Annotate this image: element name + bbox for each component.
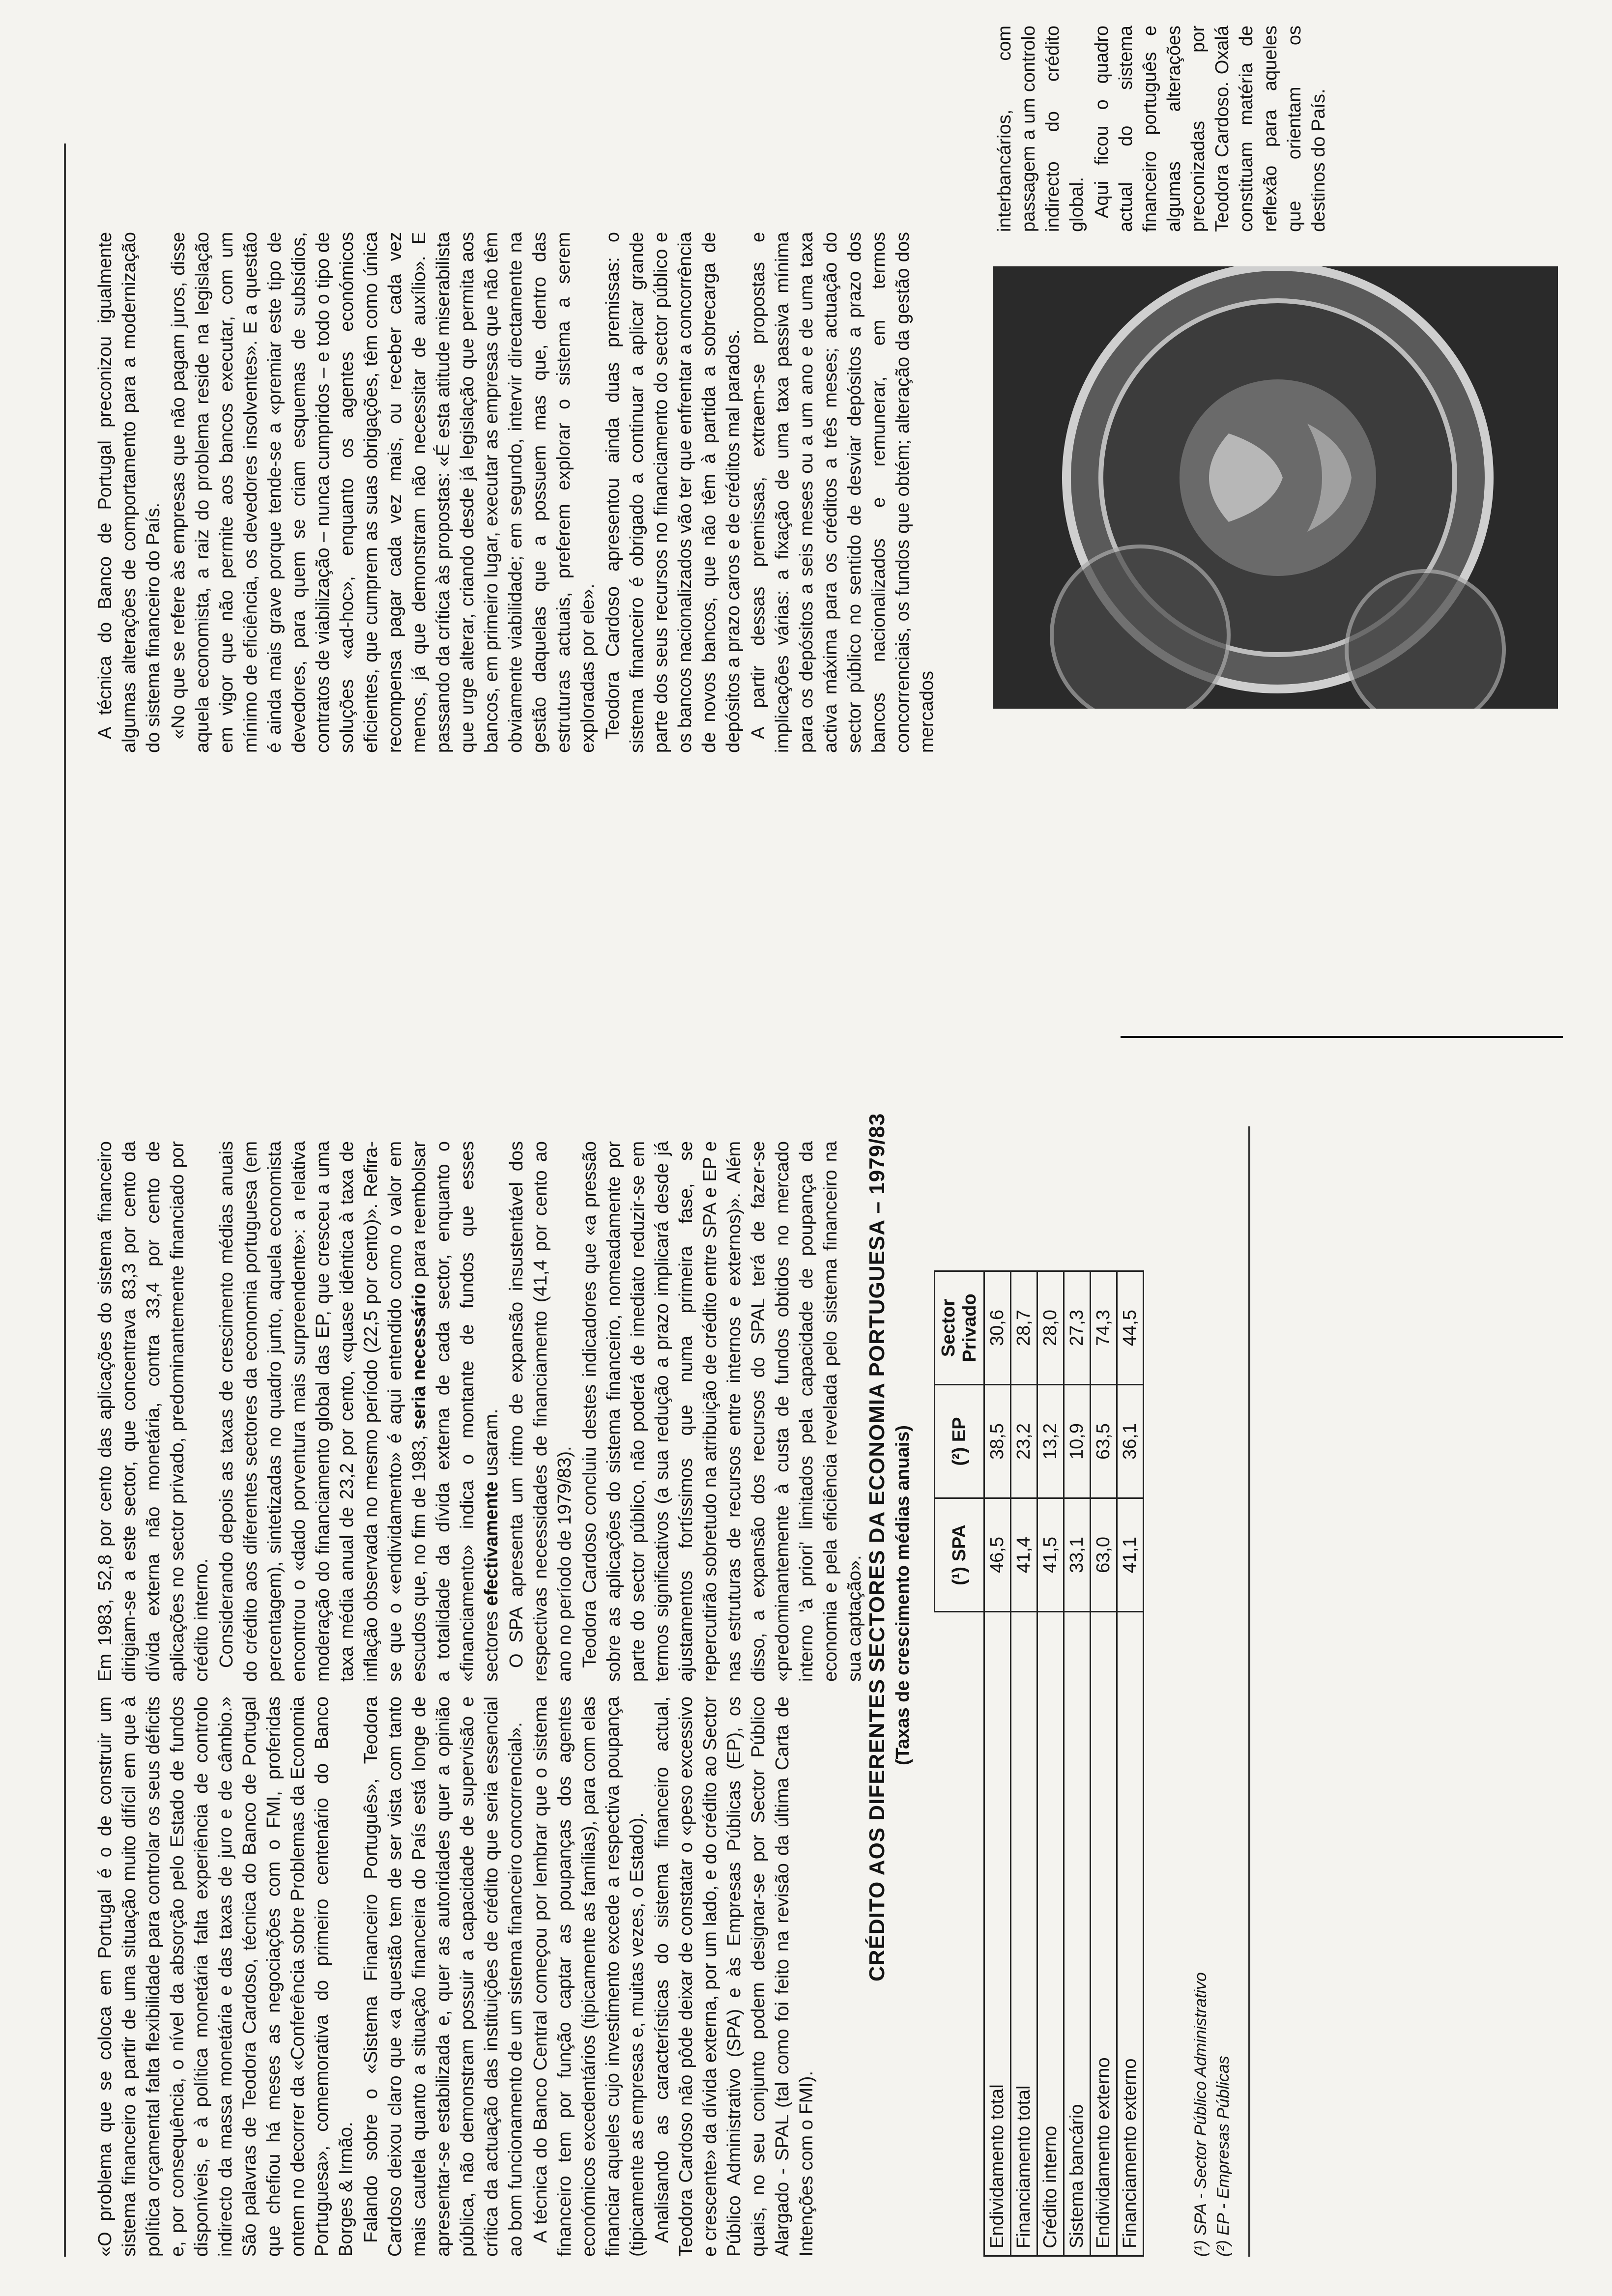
cell-ep: 13,2 xyxy=(1037,1385,1064,1498)
paragraph: «No que se refere às empresas que não pagam juros, disse aquela economista, a raiz do problema reside na legislação em vigor que não permite aos bancos executar, com um mínimo de eficiência, os devedores insolventes». E a questão é ainda mais grave porque tende-se a «premiar este tipo de devedores, para quem se criam esquemas de subsídios, contratos de viabilização – nunca cumpridos – e todo o tipo de soluções «ad-hoc», enquanto os agentes económicos eficientes, que cumprem as suas obrigações, têm como única recompensa pagar cada vez mais, ou receber cada vez menos, já que demonstram não necessitar de auxílio». E passando da crítica às propostas: «É esta atitude miserabilista que urge alterar, criando desde já legislação que permita aos bancos, em primeiro lugar, executar as empresas que não têm obviamente viabilidade; em segundo, intervir directamente na gestão daquelas que a possuem mas que, dentro das estruturas actuais, preferem explorar o sistema a serem exploradas por ele». xyxy=(168,232,598,753)
seal-image xyxy=(993,266,1558,709)
text-run: usaram. xyxy=(481,1408,502,1476)
row-label: Crédito interno xyxy=(1037,1612,1064,2256)
table-corner xyxy=(935,1612,984,2256)
text-run: Considerando depois as taxas de crescimento médias anuais do crédito aos diferentes sectores da economia portuguesa (em percentagem), sintetizadas no quadro junto, aquela economista encontrou o «dado porventura mais surpreendente»: a relativa moderação do financiamento global das EP, que cresceu a uma taxa média anual de 23,2 por cento, «quase idêntica à taxa de inflação observada no mesmo período (22,5 por cento)». Refira-se que o «endividamento» é aqui entendido como o valor em escudos que, no fim de 1983, xyxy=(216,1141,430,1682)
paragraph xyxy=(215,1141,504,1682)
paragraph: Aqui ficou o quadro actual do sistema financeiro português e algumas alterações preconizadas por Teodora Cardoso. Oxalá constituam matéria de reflexão para aqueles que orientam os destinos do País. xyxy=(1092,26,1329,232)
paragraph: Analisando as características do sistema financeiro actual, Teodora Cardoso não pôde deixar de constatar o «peso excessivo e crescente» da dívida externa, por um lado, e do crédito ao Sector Público Administrativo (SPA) e às Empresas Públicas (EP), os quais, no seu conjunto podem designar-se por Sector Público Alargado - SPAL (tal como foi feito na revisão da última Carta de Intenções com o FMI). xyxy=(652,1696,817,2257)
column-header-ep: (²) EP xyxy=(935,1385,984,1498)
row-label: Financiamento externo xyxy=(1117,1612,1144,2256)
cell-spa: 41,5 xyxy=(1037,1498,1064,1612)
row-label: Endividamento total xyxy=(984,1612,1011,2256)
table-row xyxy=(1117,1271,1144,2256)
cell-private: 28,0 xyxy=(1037,1271,1064,1385)
table-row xyxy=(984,1271,1011,2256)
cell-spa: 46,5 xyxy=(984,1498,1011,1612)
bottom-rule xyxy=(1248,1126,1250,2257)
cell-ep: 63,5 xyxy=(1091,1385,1117,1498)
paragraph: Falando sobre o «Sistema Financeiro Português», Teodora Cardoso deixou claro que «a questão tem de ser vista com tanto mais cautela quanto a situação financeira do País está longe de apresentar-se estabilizada e, quer as autoridades quer a opinião pública, não demonstram possuir a capacidade de supervisão e crítica da actuação das instituições de crédito que seria essencial ao bom funcionamento de um sistema financeiro concorrencial». xyxy=(361,1696,526,2257)
table-row xyxy=(1011,1271,1037,2256)
cell-private: 74,3 xyxy=(1091,1271,1117,1385)
cell-ep: 36,1 xyxy=(1117,1385,1144,1498)
column-header-private: Sector Privado xyxy=(935,1271,984,1385)
footnote: (²) EP - Empresas Públicas xyxy=(1214,2056,1233,2257)
credit-table-block xyxy=(865,1048,1504,2257)
cell-ep: 38,5 xyxy=(984,1385,1011,1498)
row-label: Financiamento total xyxy=(1011,1612,1037,2256)
cell-ep: 23,2 xyxy=(1011,1385,1037,1498)
article-column-2 xyxy=(93,1141,865,1682)
article-column-3 xyxy=(93,232,1027,753)
paragraph: Teodora Cardoso apresentou ainda duas premissas: o sistema financeiro é obrigado a continuar a aplicar grande parte dos seus recursos no financiamento do sector público e os bancos nacionalizados vão ter que enfrentar a concorrência de novos bancos, que não têm à partida a sobrecarga de depósitos a prazo caros e de créditos mal parados. xyxy=(603,232,744,753)
seal-photo xyxy=(993,266,1558,709)
cell-spa: 33,1 xyxy=(1064,1498,1091,1612)
paragraph: A técnica do Banco Central começou por lembrar que o sistema financeiro tem por função captar as poupanças dos agentes económicos excedentários (tipicamente as famílias), para com elas financiar aqueles cujo investimento excede a respectiva poupança (tipicamente as empresas e, muitas vezes, o Estado). xyxy=(530,1696,647,2257)
paragraph: Em 1983, 52,8 por cento das aplicações do sistema financeiro dirigiam-se a este sector, que concentrava 83,3 por cento da dívida externa não monetária, contra 33,4 por cento de aplicações no sector privado, predominantemente financiado por crédito interno. xyxy=(95,1141,212,1682)
text-run: para reembolsar a totalidade da dívida externa de cada sector, enquanto o «financiamento» indica o montante de fundos que esses sectores xyxy=(409,1141,502,1682)
row-label: Endividamento externo xyxy=(1091,1612,1117,2256)
table-header-row xyxy=(935,1271,984,2256)
cell-spa: 41,4 xyxy=(1011,1498,1037,1612)
table-subtitle: (Taxas de crescimento médias anuais) xyxy=(892,1425,913,1765)
footnote: (¹) SPA - Sector Público Administrativo xyxy=(1191,1972,1210,2257)
top-rule xyxy=(64,144,66,2257)
credit-table xyxy=(934,1270,1144,2257)
paragraph: «O problema que se coloca em Portugal é o de construir um sistema financeiro a partir de uma situação muito difícil em que à política orçamental falta flexibilidade para controlar os seus déficits e, por consequência, o nível da absorção pelo Estado de fundos disponíveis, e à política monetária falta experiência de controlo indirecto da massa monetária e das taxas de juro e de câmbio.» São palavras de Teodora Cardoso, técnica do Banco de Portugal que chefiou há meses as negociações com o FMI, proferidas ontem no decorrer da «Conferência sobre Problemas da Economia Portuguesa», comemorativa do primeiro centenário do Banco Borges & Irmão. xyxy=(95,1696,356,2257)
paragraph: A técnica do Banco de Portugal preconizou igualmente algumas alterações de comportamento para a modernização do sistema financeiro do País. xyxy=(95,232,164,753)
paragraph: interbancários, com passagem a um controlo indirecto do crédito global. xyxy=(994,26,1087,232)
cell-private: 30,6 xyxy=(984,1271,1011,1385)
cell-spa: 41,1 xyxy=(1117,1498,1144,1612)
table-row xyxy=(1037,1271,1064,2256)
cell-private: 27,3 xyxy=(1064,1271,1091,1385)
column-header-spa: (¹) SPA xyxy=(935,1498,984,1612)
bold-run: seria necessário xyxy=(409,1283,430,1430)
cell-ep: 10,9 xyxy=(1064,1385,1091,1498)
table-footnotes xyxy=(1189,1972,1235,2257)
bold-run: efectivamente xyxy=(481,1481,502,1606)
paragraph: Teodora Cardoso concluiu destes indicadores que «a pressão sobre as aplicações do sistema financeiro, nomeadamente por parte do sector público, não poderá de imediato reduzir-se em termos significativos (a sua redução a prazo implicará desde já ajustamentos fortíssimos que numa primeira fase, se repercutirão sobretudo na atribuição de crédito entre SPA e EP e nas estruturas de recursos entre internos e externos)». Além disso, a expansão dos recursos do SPAL terá de fazer-se «predominantemente à custa de fundos obtidos no mercado interno 'à priori' limitados pela capacidade de poupança da economia e pela eficiência revelada pelo sistema financeiro na sua captação». xyxy=(579,1141,865,1682)
table-row xyxy=(1091,1271,1117,2256)
table-row xyxy=(1064,1271,1091,2256)
cell-private: 44,5 xyxy=(1117,1271,1144,1385)
article-column-4 xyxy=(993,26,1533,232)
cell-private: 28,7 xyxy=(1011,1271,1037,1385)
cell-spa: 63,0 xyxy=(1091,1498,1117,1612)
paragraph: O SPA apresenta um ritmo de expansão insustentável dos respectivas necessidades de financiamento (41,4 por cento ao ano no período de 1979/83). xyxy=(506,1141,575,1682)
column-divider xyxy=(1121,1036,1563,1038)
row-label: Sistema bancário xyxy=(1064,1612,1091,2256)
paragraph: A partir dessas premissas, extraem-se propostas e implicações várias: a fixação de uma taxa passiva mínima para os depósitos a seis meses ou a um ano e de uma taxa activa máxima para os créditos a três meses; actuação do sector público no sentido de desviar depósitos a prazo dos bancos nacionalizados e remunerar, em termos concorrenciais, os fundos que obtém; alteração da gestão dos mercados xyxy=(748,232,937,753)
article-column-1 xyxy=(93,1696,826,2257)
table-title: CRÉDITO AOS DIFERENTES SECTORES DA ECONOMIA PORTUGUESA – 1979/83 xyxy=(865,1113,889,1981)
